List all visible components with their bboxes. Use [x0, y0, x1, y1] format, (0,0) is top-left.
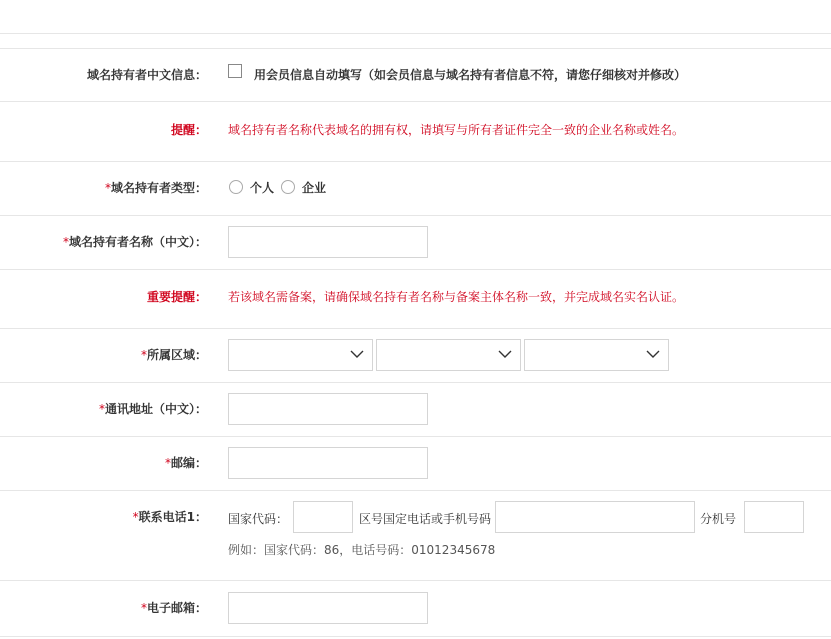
region-label — [141, 346, 207, 363]
province-select[interactable] — [228, 339, 373, 371]
chevron-down-icon — [646, 349, 660, 359]
phone-number-input[interactable] — [495, 501, 695, 533]
zipcode-label-text: 邮编： — [170, 456, 207, 470]
district-select[interactable] — [524, 339, 669, 371]
email-input[interactable] — [228, 592, 428, 624]
holder-type-label-text: 域名持有者类型： — [110, 181, 207, 195]
radio-enterprise-label: 企业 — [302, 181, 327, 195]
city-select[interactable] — [376, 339, 521, 371]
tip2-row — [0, 269, 831, 329]
auto-fill-text: 用会员信息自动填写（如会员信息与域名持有者信息不符，请您仔细核对并修改） — [254, 68, 687, 82]
required-mark: * — [104, 181, 111, 195]
email-row — [0, 580, 831, 637]
address-row — [0, 382, 831, 437]
address-label — [99, 400, 207, 417]
radio-individual[interactable] — [229, 180, 243, 194]
divider — [0, 33, 831, 34]
holder-cn-info-row — [0, 48, 831, 102]
phone1-label — [133, 508, 207, 525]
holder-name-input[interactable] — [228, 226, 428, 258]
holder-name-label — [63, 233, 207, 250]
extension-label: 分机号 — [700, 512, 737, 526]
holder-type-label — [105, 179, 207, 196]
phone1-label-text: 联系电话1： — [138, 510, 207, 524]
radio-enterprise[interactable] — [281, 180, 295, 194]
holder-type-row — [0, 161, 831, 216]
phone-number-label: 区号国定电话或手机号码 — [359, 512, 492, 526]
holder-cn-info-label: 域名持有者中文信息： — [86, 68, 207, 82]
auto-fill-checkbox[interactable] — [228, 64, 242, 78]
required-mark: * — [140, 348, 147, 362]
zipcode-input[interactable] — [228, 447, 428, 479]
holder-name-row — [0, 215, 831, 270]
tip1-row — [0, 101, 831, 162]
required-mark: * — [164, 456, 171, 470]
required-mark: * — [140, 601, 147, 615]
required-mark: * — [132, 510, 139, 524]
tip1-text: 域名持有者名称代表域名的拥有权，请填写与所有者证件完全一致的企业名称或姓名。 — [228, 123, 685, 137]
required-mark: * — [98, 402, 105, 416]
chevron-down-icon — [498, 349, 512, 359]
tip2-label: 重要提醒： — [146, 290, 207, 304]
tip1-label: 提醒： — [170, 123, 207, 137]
email-label — [141, 599, 207, 616]
phone1-row — [0, 490, 831, 581]
region-row — [0, 328, 831, 383]
zipcode-row — [0, 436, 831, 491]
address-input[interactable] — [228, 393, 428, 425]
extension-input[interactable] — [744, 501, 804, 533]
phone-example: 例如：国家代码：86，电话号码：01012345678 — [228, 543, 496, 557]
region-label-text: 所属区域： — [146, 348, 207, 362]
required-mark: * — [62, 235, 69, 249]
chevron-down-icon — [350, 349, 364, 359]
holder-name-label-text: 域名持有者名称（中文）： — [68, 235, 207, 249]
radio-individual-label: 个人 — [250, 181, 275, 195]
email-label-text: 电子邮箱： — [146, 601, 207, 615]
divider — [0, 636, 831, 637]
country-code-label: 国家代码： — [228, 512, 289, 526]
country-code-input[interactable] — [293, 501, 353, 533]
tip2-text: 若该域名需备案，请确保域名持有者名称与备案主体名称一致，并完成域名实名认证。 — [228, 290, 685, 304]
address-label-text: 通讯地址（中文）： — [104, 402, 207, 416]
zipcode-label — [165, 454, 207, 471]
